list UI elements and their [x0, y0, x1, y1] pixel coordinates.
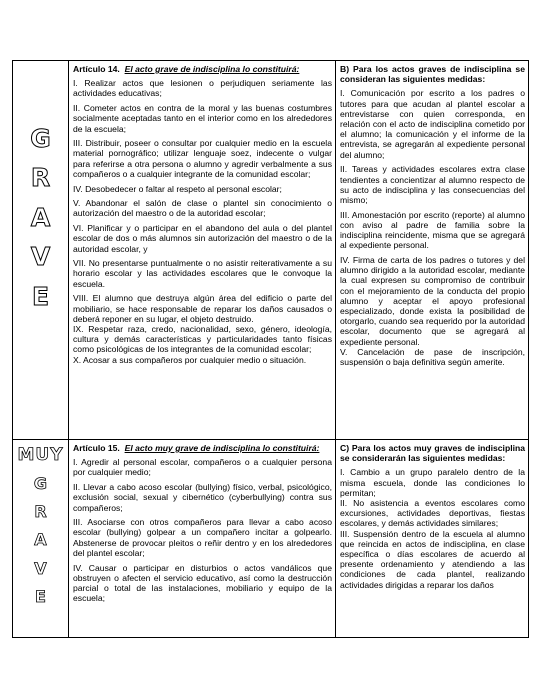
measure-item: III. Suspensión dentro de la escuela al alumno que reincida en actos de indisciplina, en clase específica o días escolares de acuerdo al presente ordenamiento y atendiendo a las condiciones de cada plantel, realizando actividades dirigidas a reparar los daños [340, 528, 525, 590]
article-title: El acto muy grave de indisciplina lo constituirá: [124, 443, 320, 453]
severity-letter: E [35, 586, 46, 606]
severity-letter: G [30, 124, 51, 153]
article-item: I. Agredir al personal escolar, compañeros o a cualquier persona por cualquier medio; [73, 457, 332, 478]
severity-letter: V [34, 558, 47, 578]
severity-letter: A [30, 202, 51, 232]
measure-item: I. Comunicación por escrito a los padres o tutores para que acudan al plantel escolar a entrevistarse con quien corresponda, en relación con el acto de indisciplina cometido por el alumno; la comunicación y el informe de la entrevista, se agregarán al expediente personal del alumno; [340, 88, 525, 160]
article-item: VIII. El alumno que destruya algún área del edificio o parte del mobiliario, se hace responsable de reparar los daños causados o deberá reponer en su lugar, el objeto destruido. [73, 293, 332, 324]
severity-letter: R [30, 163, 51, 193]
measure-item: II. No asistencia a eventos escolares como excursiones, actividades deportivas, fiestas escolares, y demás actividades similares; [340, 498, 525, 529]
article-14-cell [69, 61, 336, 440]
article-item: X. Acosar a sus compañeros por cualquier medio o situación. [73, 354, 307, 365]
article-item: IX. Respetar raza, credo, nacionalidad, sexo, género, ideología, cultura y demás características y particularidades tanto físicas como psicológicas de los integrantes de la comunidad escolar; [73, 323, 332, 355]
article-title: El acto grave de indisciplina lo constituirá: [124, 64, 300, 74]
severity-letter: E [31, 281, 50, 311]
table-row-muy-grave [13, 440, 529, 638]
article-item: II. Llevar a cabo acoso escolar (bullying) físico, verbal, psicológico, exclusión social, sexual y cibernético (cyberbullying) contra sus compañeros; [73, 482, 332, 513]
severity-prefix: MUY [17, 445, 64, 465]
measures-c-heading: C) Para los actos muy graves de indisciplina se considerarán las siguientes medidas: [340, 443, 525, 464]
article-item: VII. No presentarse puntualmente o no asistir reiterativamente a su horario escolar y las actividades escolares que le convoque la escuela. [73, 258, 332, 289]
article-label: Artículo 14. [73, 64, 120, 74]
severity-cell-muy-grave [13, 440, 69, 638]
article-item: IV. Causar o participar en disturbios o actos vandálicos que obstruyen o afecten el servicio educativo, así como la destrucción parcial o total de las instalaciones, mobiliario y equipo de la escuela; [73, 562, 332, 604]
article-item: III. Asociarse con otros compañeros para llevar a cabo acoso escolar (bullying) golpear a un compañero incitar a golpearlo. Abstenerse de provocar pleitos o reñir dentro y en los alrededores del plantel escolar; [73, 517, 332, 558]
table-row-grave [13, 61, 529, 440]
measure-item: V. Cancelación de pase de inscripción, suspensión o baja definitiva según amerite. [340, 346, 525, 367]
article-15-cell [69, 440, 336, 638]
article-item: IV. Desobedecer o faltar al respeto al personal escolar; [73, 183, 282, 194]
discipline-table [12, 60, 529, 638]
measures-b-heading: B) Para los actos graves de indisciplina se consideran las siguientes medidas: [340, 64, 525, 85]
article-item: V. Abandonar el salón de clase o plantel sin conocimiento o autorización del maestro o de la autoridad escolar; [73, 198, 332, 219]
article-item: VI. Planificar y o participar en el abandono del aula o del plantel escolar de dos o más alumnos sin autorización del maestro o de la autoridad escolar, y [73, 223, 332, 254]
measure-item: III. Amonestación por escrito (reporte) al alumno con aviso al padre de familia sobre la indisciplina reincidente, misma que se agregará al expediente personal. [340, 209, 525, 251]
measures-b-cell [336, 61, 529, 440]
severity-letter: G [33, 474, 48, 493]
article-14-heading [73, 64, 332, 74]
severity-letter: A [34, 530, 47, 550]
article-15-heading [73, 443, 332, 453]
severity-letter: V [30, 242, 51, 272]
article-item: I. Realizar actos que lesionen o perjudiquen seriamente las actividades educativas; [73, 78, 332, 99]
severity-cell-grave [13, 61, 69, 440]
measures-c-cell [336, 440, 529, 638]
severity-letter: R [34, 502, 47, 522]
measure-item: I. Cambio a un grupo paralelo dentro de la misma escuela, donde las condiciones lo permitan; [340, 467, 525, 498]
article-item: II. Cometer actos en contra de la moral y las buenas costumbres socialmente aceptadas tanto en el interior como en los alrededores de la escuela; [73, 103, 332, 134]
measure-item: IV. Firma de carta de los padres o tutores y del alumno dirigido a la autoridad escolar, mediante la cual expresen su compromiso de contribuir con el mejoramiento de la conducta del propio alumno y aceptar el apoyo profesional especializado, donde exista la posibilidad de otorgarlo, cuando sea requerido por la autoridad escolar, documento que se agregará al expediente personal. [340, 254, 525, 347]
measure-item: II. Tareas y actividades escolares extra clase tendientes a concientizar al alumno respecto de su acto de indisciplina y las consecuencias del mismo; [340, 164, 525, 205]
article-item: III. Distribuir, poseer o consultar por cualquier medio en la escuela material pornográfico; utilizar lenguaje soez, indecente o vulgar para referirse a otra persona o alumno y agredir verbalmente a sus compañeros o a cualquier integrante de la comunidad escolar; [73, 138, 332, 179]
article-label: Artículo 15. [73, 443, 120, 453]
